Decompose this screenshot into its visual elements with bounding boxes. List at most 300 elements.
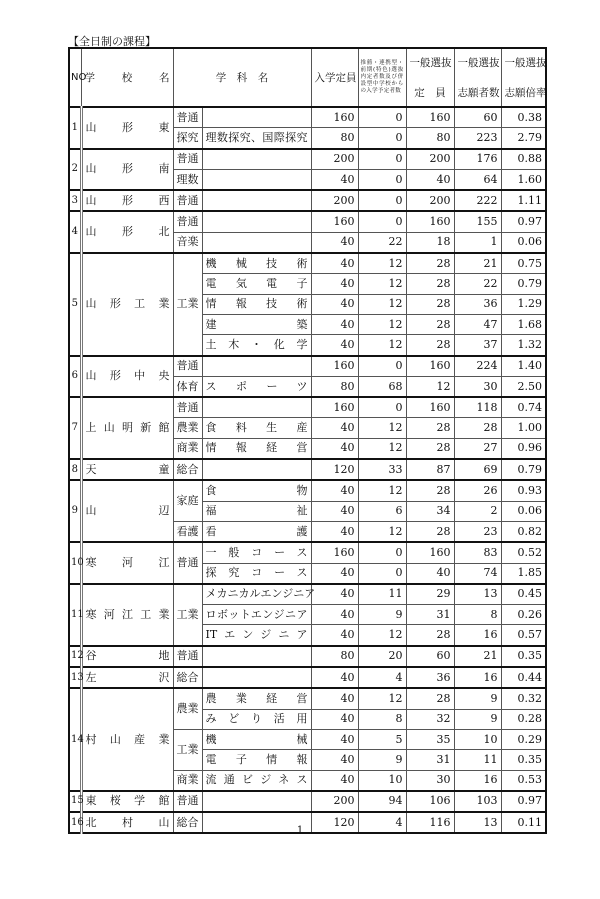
admissions-table [68, 47, 547, 834]
table-row [69, 211, 546, 232]
application-ratio: 1.32 [501, 335, 546, 356]
header-school: 学 校 名 [81, 48, 173, 107]
application-ratio: 0.97 [501, 791, 546, 812]
capacity: 40 [311, 438, 358, 459]
department-name: 普通 [173, 190, 202, 211]
school-name: 山形工業 [81, 253, 173, 355]
department-name: 農業 [173, 418, 202, 438]
school-no: 11 [69, 584, 81, 646]
general-capacity: 200 [406, 149, 454, 170]
capacity: 40 [311, 584, 358, 605]
school-no: 4 [69, 211, 81, 253]
application-ratio: 0.79 [501, 274, 546, 294]
capacity: 160 [311, 107, 358, 128]
application-ratio: 0.28 [501, 709, 546, 729]
header-department: 学 科 名 [173, 48, 311, 107]
general-capacity: 18 [406, 232, 454, 253]
department-name: 普通 [173, 107, 202, 128]
general-capacity: 29 [406, 584, 454, 605]
school-name: 谷地 [81, 646, 173, 667]
capacity: 40 [311, 605, 358, 625]
recommended-count: 12 [358, 253, 406, 274]
school-name: 北村山 [81, 812, 173, 833]
capacity: 120 [311, 459, 358, 480]
general-capacity: 28 [406, 438, 454, 459]
application-ratio: 0.53 [501, 770, 546, 791]
recommended-count: 0 [358, 149, 406, 170]
general-capacity: 160 [406, 211, 454, 232]
header-ratio [501, 48, 546, 107]
applicant-count: 64 [454, 169, 501, 190]
capacity: 40 [311, 688, 358, 709]
application-ratio: 0.06 [501, 501, 546, 521]
general-capacity: 40 [406, 169, 454, 190]
applicant-count: 36 [454, 294, 501, 314]
school-name: 天童 [81, 459, 173, 480]
application-ratio: 0.97 [501, 211, 546, 232]
recommended-count: 12 [358, 418, 406, 438]
application-ratio: 0.74 [501, 397, 546, 418]
header-applicants [454, 48, 501, 107]
application-ratio: 2.50 [501, 376, 546, 397]
recommended-count: 12 [358, 480, 406, 501]
recommended-count: 0 [358, 190, 406, 211]
header-row [69, 48, 546, 107]
capacity: 200 [311, 791, 358, 812]
department-name: 普通 [173, 397, 202, 418]
recommended-count: 12 [358, 688, 406, 709]
school-name: 寒河江 [81, 542, 173, 584]
recommended-count: 68 [358, 376, 406, 397]
capacity: 40 [311, 667, 358, 688]
recommended-count: 20 [358, 646, 406, 667]
capacity: 200 [311, 190, 358, 211]
school-name: 山形南 [81, 149, 173, 191]
table-row [69, 107, 546, 128]
course-name: 農業経営 [202, 688, 311, 709]
application-ratio: 0.93 [501, 480, 546, 501]
capacity: 40 [311, 625, 358, 646]
school-no: 9 [69, 480, 81, 542]
table-row [69, 356, 546, 377]
general-capacity: 31 [406, 750, 454, 770]
course-name: ロボットエンジニア [202, 605, 311, 625]
school-name: 寒河江工業 [81, 584, 173, 646]
applicant-count: 155 [454, 211, 501, 232]
application-ratio: 1.85 [501, 563, 546, 584]
recommended-count: 12 [358, 274, 406, 294]
course-name: メカニカルエンジニア [202, 584, 311, 605]
applicant-count: 176 [454, 149, 501, 170]
course-name [202, 211, 311, 232]
applicant-count: 28 [454, 418, 501, 438]
applicant-count: 16 [454, 625, 501, 646]
general-capacity: 160 [406, 107, 454, 128]
capacity: 40 [311, 274, 358, 294]
school-no: 6 [69, 356, 81, 398]
general-capacity: 200 [406, 190, 454, 211]
recommended-count: 8 [358, 709, 406, 729]
school-no: 3 [69, 190, 81, 211]
department-name: 理数 [173, 169, 202, 190]
general-capacity: 34 [406, 501, 454, 521]
course-name: 看護 [202, 521, 311, 542]
course-name: スポーツ [202, 376, 311, 397]
capacity: 160 [311, 211, 358, 232]
recommended-count: 4 [358, 812, 406, 833]
recommended-count: 33 [358, 459, 406, 480]
application-ratio: 0.44 [501, 667, 546, 688]
capacity: 40 [311, 169, 358, 190]
application-ratio: 0.75 [501, 253, 546, 274]
table-row [69, 149, 546, 170]
general-capacity: 36 [406, 667, 454, 688]
table-row [69, 688, 546, 709]
department-name: 普通 [173, 149, 202, 170]
course-name: 探究コース [202, 563, 311, 584]
general-capacity: 28 [406, 688, 454, 709]
course-name: ITエンジニア [202, 625, 311, 646]
course-name: 電気電子 [202, 274, 311, 294]
application-ratio: 0.32 [501, 688, 546, 709]
general-capacity: 106 [406, 791, 454, 812]
department-name: 普通 [173, 791, 202, 812]
course-name [202, 232, 311, 253]
applicant-count: 2 [454, 501, 501, 521]
recommended-count: 4 [358, 667, 406, 688]
general-capacity: 28 [406, 335, 454, 356]
application-ratio: 1.40 [501, 356, 546, 377]
capacity: 40 [311, 729, 358, 749]
recommended-count: 12 [358, 294, 406, 314]
recommended-count: 94 [358, 791, 406, 812]
application-ratio: 2.79 [501, 128, 546, 149]
header-capacity: 入学定員 [311, 48, 358, 107]
capacity: 120 [311, 812, 358, 833]
general-capacity: 28 [406, 418, 454, 438]
department-name: 看護 [173, 521, 202, 542]
course-name [202, 459, 311, 480]
recommended-count: 22 [358, 232, 406, 253]
capacity: 40 [311, 294, 358, 314]
applicant-count: 83 [454, 542, 501, 563]
table-row [69, 791, 546, 812]
course-name [202, 356, 311, 377]
applicant-count: 9 [454, 688, 501, 709]
application-ratio: 1.29 [501, 294, 546, 314]
application-ratio: 0.06 [501, 232, 546, 253]
recommended-count: 12 [358, 625, 406, 646]
recommended-count: 0 [358, 107, 406, 128]
course-name: 一般コース [202, 542, 311, 563]
course-name: 食物 [202, 480, 311, 501]
capacity: 40 [311, 418, 358, 438]
course-name: 機械技術 [202, 253, 311, 274]
capacity: 40 [311, 709, 358, 729]
applicant-count: 224 [454, 356, 501, 377]
recommended-count: 0 [358, 397, 406, 418]
recommended-count: 11 [358, 584, 406, 605]
header-recommended: 推薦・連携型・前期(特色)選抜内定者数及び併設型中学校からの入学予定者数 [358, 48, 406, 107]
recommended-count: 12 [358, 335, 406, 356]
course-name: 情報技術 [202, 294, 311, 314]
application-ratio: 1.60 [501, 169, 546, 190]
course-name [202, 791, 311, 812]
department-name: 商業 [173, 770, 202, 791]
school-no: 10 [69, 542, 81, 584]
capacity: 80 [311, 376, 358, 397]
header-general-capacity [406, 48, 454, 107]
school-no: 1 [69, 107, 81, 149]
school-no: 15 [69, 791, 81, 812]
school-name: 山形中央 [81, 356, 173, 398]
course-name: 流通ビジネス [202, 770, 311, 791]
department-name: 商業 [173, 438, 202, 459]
applicant-count: 26 [454, 480, 501, 501]
recommended-count: 9 [358, 605, 406, 625]
department-name: 普通 [173, 356, 202, 377]
general-capacity: 60 [406, 646, 454, 667]
recommended-count: 0 [358, 169, 406, 190]
school-no: 2 [69, 149, 81, 191]
department-name: 普通 [173, 646, 202, 667]
recommended-count: 12 [358, 521, 406, 542]
application-ratio: 0.57 [501, 625, 546, 646]
general-capacity: 87 [406, 459, 454, 480]
applicant-count: 21 [454, 646, 501, 667]
applicant-count: 37 [454, 335, 501, 356]
general-capacity: 35 [406, 729, 454, 749]
header-applicants-bottom: 志願者数 [457, 86, 500, 99]
applicant-count: 47 [454, 314, 501, 334]
table-row [69, 542, 546, 563]
general-capacity: 160 [406, 356, 454, 377]
table-row [69, 646, 546, 667]
recommended-count: 12 [358, 438, 406, 459]
table-row [69, 459, 546, 480]
page-number: 1 [296, 825, 304, 836]
applicant-count: 10 [454, 729, 501, 749]
capacity: 40 [311, 335, 358, 356]
course-name: 機械 [202, 729, 311, 749]
school-name: 東桜学館 [81, 791, 173, 812]
capacity: 40 [311, 750, 358, 770]
applicant-count: 13 [454, 812, 501, 833]
capacity: 40 [311, 253, 358, 274]
capacity: 160 [311, 356, 358, 377]
recommended-count: 10 [358, 770, 406, 791]
school-name: 村山産業 [81, 688, 173, 790]
header-general-top: 一般選抜 [409, 56, 452, 69]
department-name: 普通 [173, 211, 202, 232]
general-capacity: 28 [406, 521, 454, 542]
table-body [69, 107, 546, 833]
application-ratio: 0.35 [501, 646, 546, 667]
header-no: NO [69, 48, 81, 107]
school-name: 左沢 [81, 667, 173, 688]
school-name: 山辺 [81, 480, 173, 542]
application-ratio: 0.29 [501, 729, 546, 749]
course-name [202, 107, 311, 128]
applicant-count: 9 [454, 709, 501, 729]
general-capacity: 30 [406, 770, 454, 791]
section-caption: 【全日制の課程】 [68, 35, 156, 48]
applicant-count: 118 [454, 397, 501, 418]
application-ratio: 0.96 [501, 438, 546, 459]
table-row [69, 190, 546, 211]
applicant-count: 60 [454, 107, 501, 128]
school-name: 上山明新館 [81, 397, 173, 459]
recommended-count: 5 [358, 729, 406, 749]
capacity: 40 [311, 501, 358, 521]
recommended-count: 0 [358, 542, 406, 563]
course-name: みどり活用 [202, 709, 311, 729]
general-capacity: 28 [406, 480, 454, 501]
header-general-bottom: 定 員 [414, 86, 446, 99]
recommended-count: 0 [358, 356, 406, 377]
school-no: 12 [69, 646, 81, 667]
course-name [202, 397, 311, 418]
capacity: 160 [311, 397, 358, 418]
course-name: 理数探究、国際探究 [202, 128, 311, 149]
department-name: 家庭 [173, 480, 202, 521]
applicant-count: 16 [454, 667, 501, 688]
table-row [69, 480, 546, 501]
capacity: 80 [311, 646, 358, 667]
application-ratio: 1.11 [501, 190, 546, 211]
department-name: 工業 [173, 729, 202, 770]
general-capacity: 32 [406, 709, 454, 729]
header-ratio-top: 一般選抜 [504, 56, 547, 69]
application-ratio: 1.00 [501, 418, 546, 438]
application-ratio: 0.88 [501, 149, 546, 170]
department-name: 農業 [173, 688, 202, 729]
department-name: 総合 [173, 459, 202, 480]
capacity: 40 [311, 480, 358, 501]
course-name [202, 149, 311, 170]
recommended-count: 0 [358, 563, 406, 584]
department-name: 普通 [173, 542, 202, 584]
general-capacity: 28 [406, 314, 454, 334]
course-name [202, 169, 311, 190]
applicant-count: 16 [454, 770, 501, 791]
applicant-count: 223 [454, 128, 501, 149]
application-ratio: 0.82 [501, 521, 546, 542]
capacity: 40 [311, 563, 358, 584]
capacity: 200 [311, 149, 358, 170]
table-row [69, 397, 546, 418]
general-capacity: 28 [406, 274, 454, 294]
applicant-count: 103 [454, 791, 501, 812]
applicant-count: 69 [454, 459, 501, 480]
applicant-count: 21 [454, 253, 501, 274]
recommended-count: 0 [358, 211, 406, 232]
general-capacity: 28 [406, 625, 454, 646]
capacity: 160 [311, 542, 358, 563]
general-capacity: 28 [406, 253, 454, 274]
applicant-count: 27 [454, 438, 501, 459]
applicant-count: 11 [454, 750, 501, 770]
application-ratio: 0.79 [501, 459, 546, 480]
general-capacity: 160 [406, 542, 454, 563]
applicant-count: 30 [454, 376, 501, 397]
header-applicants-top: 一般選抜 [457, 56, 500, 69]
application-ratio: 0.35 [501, 750, 546, 770]
general-capacity: 31 [406, 605, 454, 625]
department-name: 工業 [173, 584, 202, 646]
application-ratio: 1.68 [501, 314, 546, 334]
capacity: 40 [311, 770, 358, 791]
general-capacity: 40 [406, 563, 454, 584]
department-name: 音楽 [173, 232, 202, 253]
course-name: 福祉 [202, 501, 311, 521]
course-name [202, 667, 311, 688]
capacity: 80 [311, 128, 358, 149]
school-name: 山形東 [81, 107, 173, 149]
applicant-count: 222 [454, 190, 501, 211]
department-name: 工業 [173, 253, 202, 355]
capacity: 40 [311, 314, 358, 334]
school-name: 山形北 [81, 211, 173, 253]
school-no: 7 [69, 397, 81, 459]
recommended-count: 12 [358, 314, 406, 334]
applicant-count: 1 [454, 232, 501, 253]
applicant-count: 74 [454, 563, 501, 584]
application-ratio: 0.52 [501, 542, 546, 563]
department-name: 体育 [173, 376, 202, 397]
course-name: 情報経営 [202, 438, 311, 459]
school-no: 5 [69, 253, 81, 355]
general-capacity: 12 [406, 376, 454, 397]
general-capacity: 28 [406, 294, 454, 314]
general-capacity: 116 [406, 812, 454, 833]
course-name: 土木・化学 [202, 335, 311, 356]
general-capacity: 160 [406, 397, 454, 418]
applicant-count: 8 [454, 605, 501, 625]
capacity: 40 [311, 232, 358, 253]
course-name: 電子情報 [202, 750, 311, 770]
course-name: 建築 [202, 314, 311, 334]
course-name: 食料生産 [202, 418, 311, 438]
department-name: 探究 [173, 128, 202, 149]
department-name: 総合 [173, 667, 202, 688]
table-row [69, 253, 546, 274]
recommended-count: 6 [358, 501, 406, 521]
application-ratio: 0.38 [501, 107, 546, 128]
header-ratio-bottom: 志願倍率 [504, 86, 547, 99]
applicant-count: 22 [454, 274, 501, 294]
school-no: 13 [69, 667, 81, 688]
application-ratio: 0.11 [501, 812, 546, 833]
application-ratio: 0.26 [501, 605, 546, 625]
course-name [202, 646, 311, 667]
applicant-count: 23 [454, 521, 501, 542]
table-row [69, 667, 546, 688]
school-no: 14 [69, 688, 81, 790]
school-no: 8 [69, 459, 81, 480]
general-capacity: 80 [406, 128, 454, 149]
table-row [69, 584, 546, 605]
applicant-count: 13 [454, 584, 501, 605]
application-ratio: 0.45 [501, 584, 546, 605]
school-name: 山形西 [81, 190, 173, 211]
recommended-count: 0 [358, 128, 406, 149]
course-name [202, 190, 311, 211]
department-name: 総合 [173, 812, 202, 833]
capacity: 40 [311, 521, 358, 542]
school-no: 16 [69, 812, 81, 833]
recommended-count: 9 [358, 750, 406, 770]
